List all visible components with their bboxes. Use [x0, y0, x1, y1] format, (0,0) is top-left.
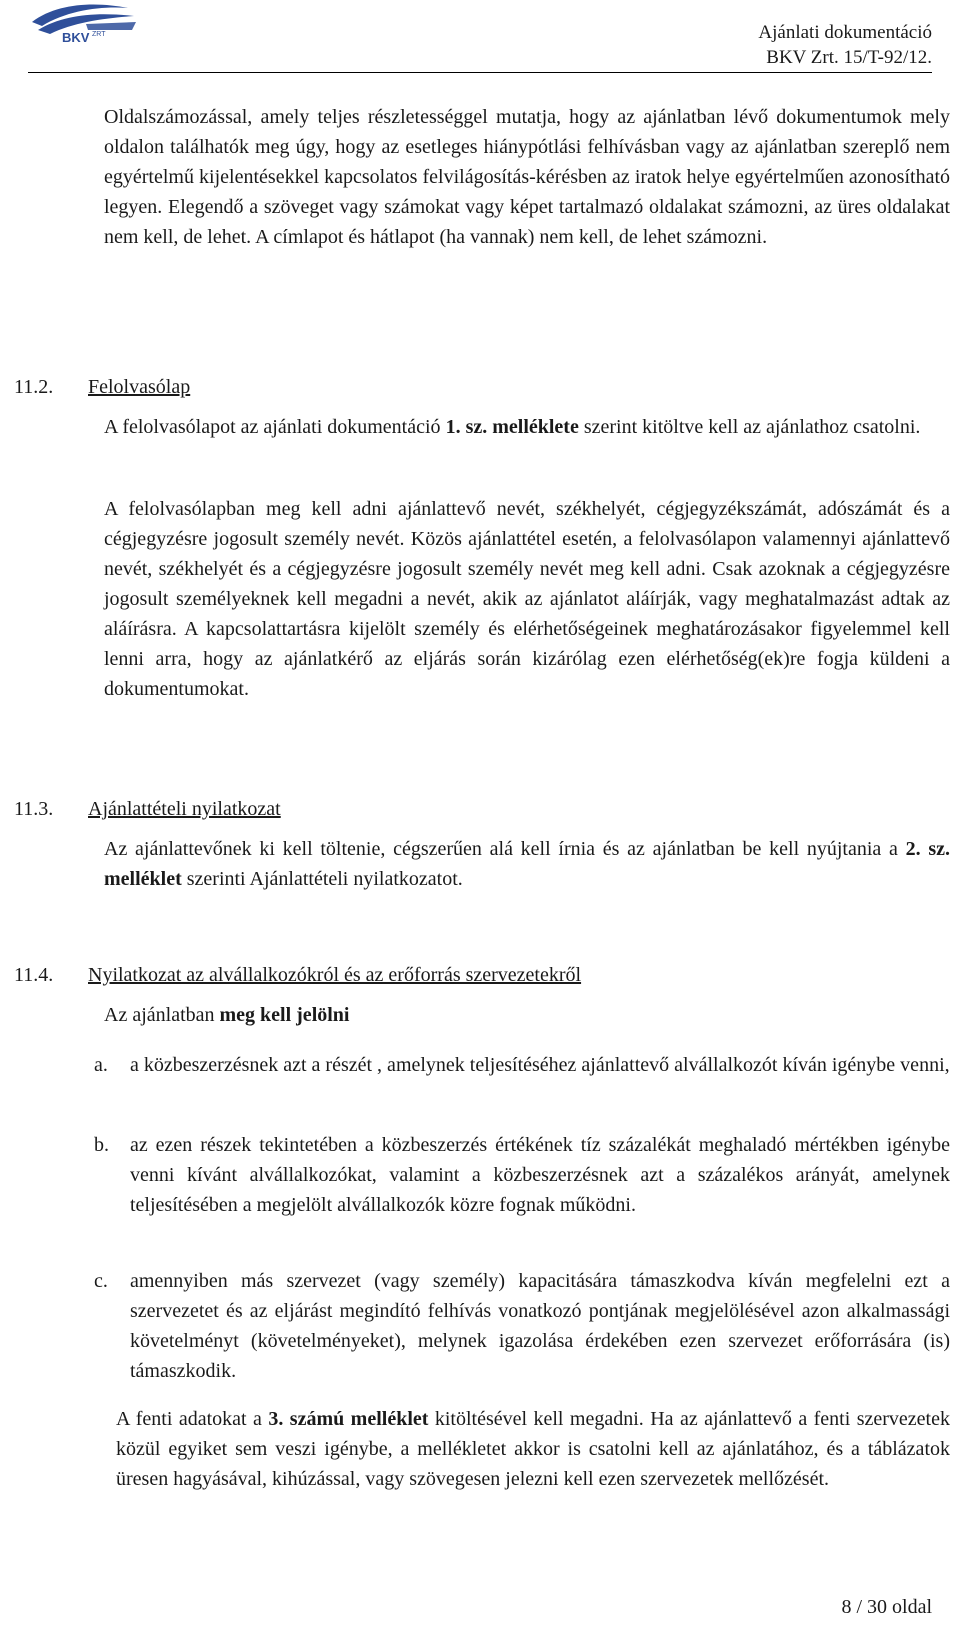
section-title: Felolvasólap: [88, 376, 191, 398]
list-marker: c.: [94, 1270, 108, 1292]
list-item-text: az ezen részek tekintetében a közbeszerzés értékének tíz százalékát meghaladó mértékben igénybe venni kívánt alvállalkozókat, valamint a közbeszerzésnek azt a százalékos arányát, amelynek teljesítésében a megjelölt alvállalkozók közre fognak működni.: [130, 1134, 950, 1216]
logo-sup: ZRT: [92, 31, 106, 38]
header-divider: [28, 72, 932, 73]
section-11-2-heading: [14, 372, 190, 402]
doc-reference: BKV Zrt. 15/T-92/12.: [766, 47, 932, 68]
section-number: 11.2.: [14, 376, 54, 398]
intro-paragraph: Oldalszámozással, amely teljes részletességgel mutatja, hogy az ajánlatban lévő dokumentumok mely oldalon találhatók meg úgy, hogy az esetleges hiánypótlási felhívásban vagy az ajánlatban szereplő nem egyértelmű kijelentésekkel kapcsolatos felvilágosítás-kérésben az iratok helye egyértelműen azonosítható legyen. Elegendő a szöveget vagy számokat vagy képet tartalmazó oldalakat számozni, az üres oldalakat nem kell, de lehet. A címlapot és hátlapot (ha vannak) nem kell, de lehet számozni.: [104, 106, 950, 248]
section-11-4-closing: A fenti adatokat a 3. számú melléklet kitöltésével kell megadni. Ha az ajánlattevő a fenti szervezetek közül egyiket sem veszi igénybe, a mellékletet akkor is csatolni kell az ajánlatához, és a táblázatok üresen hagyásával, kihúzással, vagy szövegesen jelezni kell ezen szervezetek mellőzését.: [116, 1408, 950, 1490]
list-item-text: a közbeszerzésnek azt a részét , amelynek teljesítéséhez ajánlattevő alvállalkozót kíván igénybe venni,: [130, 1054, 950, 1076]
section-number: 11.3.: [14, 798, 54, 820]
bkv-logo: [28, 0, 140, 44]
list-item: [94, 1050, 950, 1080]
list-item: [94, 1266, 950, 1386]
section-11-2-paragraph-2: A felolvasólapban meg kell adni ajánlattevő nevét, székhelyét, cégjegyzékszámát, adószámát és a cégjegyzésre jogosult személy nevét. Közös ajánlattétel esetén, a felolvasólapon valamennyi ajánlattevő nevét, székhelyét és a cégjegyzésre jogosult személy nevét meg kell adni. Csak azoknak a cégjegyzésre jogosult személyeknek kell megadni a nevét, akik az ajánlatot aláírják, vagy meghatalmazást adtak az aláírásra. A kapcsolattartásra kijelölt személy és elérhetőségeinek meghatározásakor figyelemmel kell lenni arra, hogy az ajánlatkérő az eljárás során kizárólag ezen elérhetőség(ek)re fogja küldeni a dokumentumokat.: [104, 498, 950, 700]
page-number: 8 / 30 oldal: [841, 1596, 932, 1618]
section-11-2-paragraph-1: A felolvasólapot az ajánlati dokumentáció 1. sz. melléklete szerint kitöltve kell az ajánlathoz csatolni.: [104, 416, 921, 438]
list-item: [94, 1130, 950, 1220]
list-marker: b.: [94, 1134, 109, 1156]
list-marker: a.: [94, 1054, 108, 1076]
section-11-4-lead: Az ajánlatban meg kell jelölni: [104, 1004, 350, 1026]
section-11-3-heading: [14, 794, 281, 824]
section-11-3-paragraph: Az ajánlattevőnek ki kell töltenie, cégszerűen alá kell írnia és az ajánlatban be kell nyújtania a 2. sz. melléklet szerinti Ajánlattételi nyilatkozatot.: [104, 838, 950, 890]
section-11-4-heading: [14, 960, 581, 990]
list-item-text: amennyiben más szervezet (vagy személy) kapacitására támaszkodva kíván megfelelni ezt a szervezetet és az eljárást megindító felhívás vonatkozó pontjának megjelölésével azon alkalmassági követelményt (követelményeket), melynek igazolása érdekében ezen szervezet erőforrására (is) támaszkodik.: [130, 1270, 950, 1382]
section-number: 11.4.: [14, 964, 54, 986]
doc-title: Ajánlati dokumentáció: [758, 22, 932, 43]
section-title: Nyilatkozat az alvállalkozókról és az erőforrás szervezetekről: [88, 964, 582, 986]
header-info: [758, 20, 932, 70]
section-title: Ajánlattételi nyilatkozat: [88, 798, 281, 820]
logo-text: BKV: [62, 30, 90, 44]
